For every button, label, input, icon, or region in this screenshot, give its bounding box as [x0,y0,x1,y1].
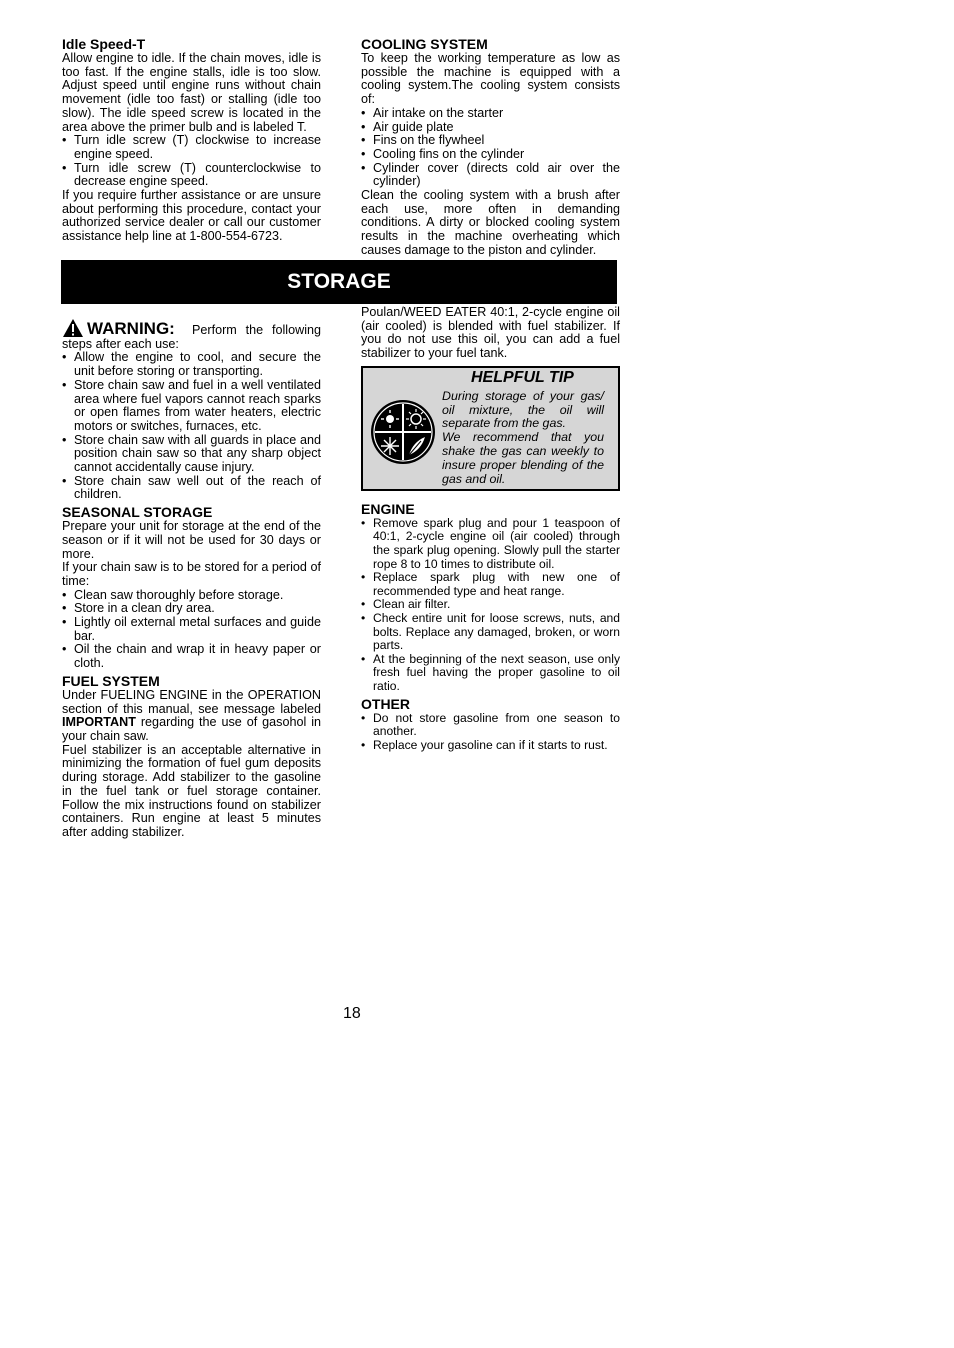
seasonal-storage-list [62,589,321,671]
storage-title: STORAGE [287,270,391,293]
fuel-system-p1-text: Under FUELING ENGINE in the OPERATION section of this manual, see message labeled [62,687,321,716]
list-item: • Fins on the flywheel [361,134,620,148]
list-item: • Replace spark plug with new one of recommended type and heat range. [361,571,620,598]
idle-speed-section [62,36,321,244]
cooling-system-outro: Clean the cooling system with a brush after each use, more often in demanding conditions. A dirty or blocked cooling system results in the machine overheating which causes damage to the piston and cylinder. [361,188,620,257]
helpful-tip-body [442,390,604,487]
fuel-system-p2: Fuel stabilizer is an acceptable alternative in minimizing the formation of fuel gum deposits during storage. Add stabilizer to the gasoline in the fuel tank or fuel storage container. Follow the mix instructions found on stabilizer containers. Run engine at least 5 minutes after adding stabilizer. [62,742,321,839]
seasonal-storage-p2: If your chain saw is to be stored for a period of time: [62,560,321,588]
idle-speed-list [62,134,321,189]
storage-banner [61,260,617,304]
fuel-system-p1-text-end: regarding the use of gasohol in your chain saw. [62,715,321,743]
list-item: • Air intake on the starter [361,107,620,121]
storage-right-column [361,306,620,752]
list-item: • Turn idle screw (T) clockwise to increase engine speed. [62,134,321,161]
seasonal-storage-heading: SEASONAL STORAGE [62,504,213,521]
other-list [361,712,620,753]
important-label: IMPORTANT [62,715,136,730]
other-heading: OTHER [361,695,410,712]
list-item: • Oil the chain and wrap it in heavy paper or cloth. [62,643,321,670]
list-item: • Remove spark plug and pour 1 teaspoon of 40:1, 2-cycle engine oil (air cooled) through the spark plug opening. Slowly pull the starter rope 8 to 10 times to distribute oil. [361,517,620,571]
list-item: • Store chain saw with all guards in place and position chain saw so that any sharp object cannot accidentally cause injury. [62,434,321,475]
list-item: • Store chain saw well out of the reach of children. [62,475,321,502]
list-item: • Check entire unit for loose screws, nuts, and bolts. Replace any damaged, broken, or worn parts. [361,612,620,653]
helpful-tip-box [361,366,620,491]
list-item: • Clean air filter. [361,598,620,612]
list-item: • Clean saw thoroughly before storage. [62,589,321,603]
list-item: • Do not store gasoline from one season to another. [361,712,620,739]
cooling-system-intro: To keep the working temperature as low as possible the machine is equipped with a cooling system.The cooling system consists of: [361,51,620,107]
warning-triangle-icon [62,318,84,338]
idle-speed-outro: If you require further assistance or are unsure about performing this procedure, contact your authorized service dealer or call our customer assistance help line at 1-800-554-6723. [62,188,321,244]
cooling-system-list [361,107,620,189]
list-item: • Cylinder cover (directs cold air over the cylinder) [361,162,620,189]
fuel-system-heading: FUEL SYSTEM [62,672,160,689]
fuel-system-p1 [62,689,321,744]
helpful-tip-p1: During storage of your gas/ oil mixture, the oil will separate from the gas. [442,388,604,431]
list-item: • Store in a clean dry area. [62,602,321,616]
list-item: • At the beginning of the next season, use only fresh fuel having the proper gasoline to oil ratio. [361,653,620,694]
list-item: • Store chain saw and fuel in a well ventilated area where fuel vapors cannot reach sparks or open flames from water heaters, electric motors or switches, furnaces, etc. [62,379,321,434]
warning-text: Perform the following steps after each use: [62,323,321,351]
helpful-tip-title: HELPFUL TIP [471,368,574,386]
list-item: • Allow the engine to cool, and secure the unit before storing or transporting. [62,351,321,378]
helpful-tip-p2: We recommend that you shake the gas can weekly to insure proper blending of the gas and oil. [442,430,604,486]
cooling-system-heading: COOLING SYSTEM [361,36,488,52]
list-item: • Air guide plate [361,121,620,135]
page-number: 18 [343,1005,361,1022]
list-item: • Turn idle screw (T) counterclockwise to decrease engine speed. [62,162,321,189]
engine-list [361,517,620,694]
list-item: • Lightly oil external metal surfaces and guide bar. [62,616,321,643]
seasonal-storage-p1: Prepare your unit for storage at the end of the season or if it will not be used for 30 days or more. [62,519,321,561]
list-item: • Replace your gasoline can if it starts to rust. [361,739,620,753]
cooling-system-section [361,36,620,258]
warning-list [62,351,321,502]
storage-left-column [62,318,321,840]
list-item: • Cooling fins on the cylinder [361,148,620,162]
idle-speed-intro: Allow engine to idle. If the chain moves, idle is too fast. If the engine stalls, idle is too slow. Adjust speed until engine runs without chain movement (idle too fast) or stalling (idle too slow). The idle speed screw is located in the area above the primer bulb and is labeled T. [62,51,321,134]
poulan-note: Poulan/WEED EATER 40:1, 2-cycle engine oil (air cooled) is blended with fuel stabilizer. If you do not use this oil, you can add a fuel stabilizer to your fuel tank. [361,305,620,361]
idle-speed-heading: Idle Speed-T [62,36,146,52]
warning-label: WARNING: [87,319,175,338]
seasons-icon [369,398,437,466]
engine-heading: ENGINE [361,500,415,517]
